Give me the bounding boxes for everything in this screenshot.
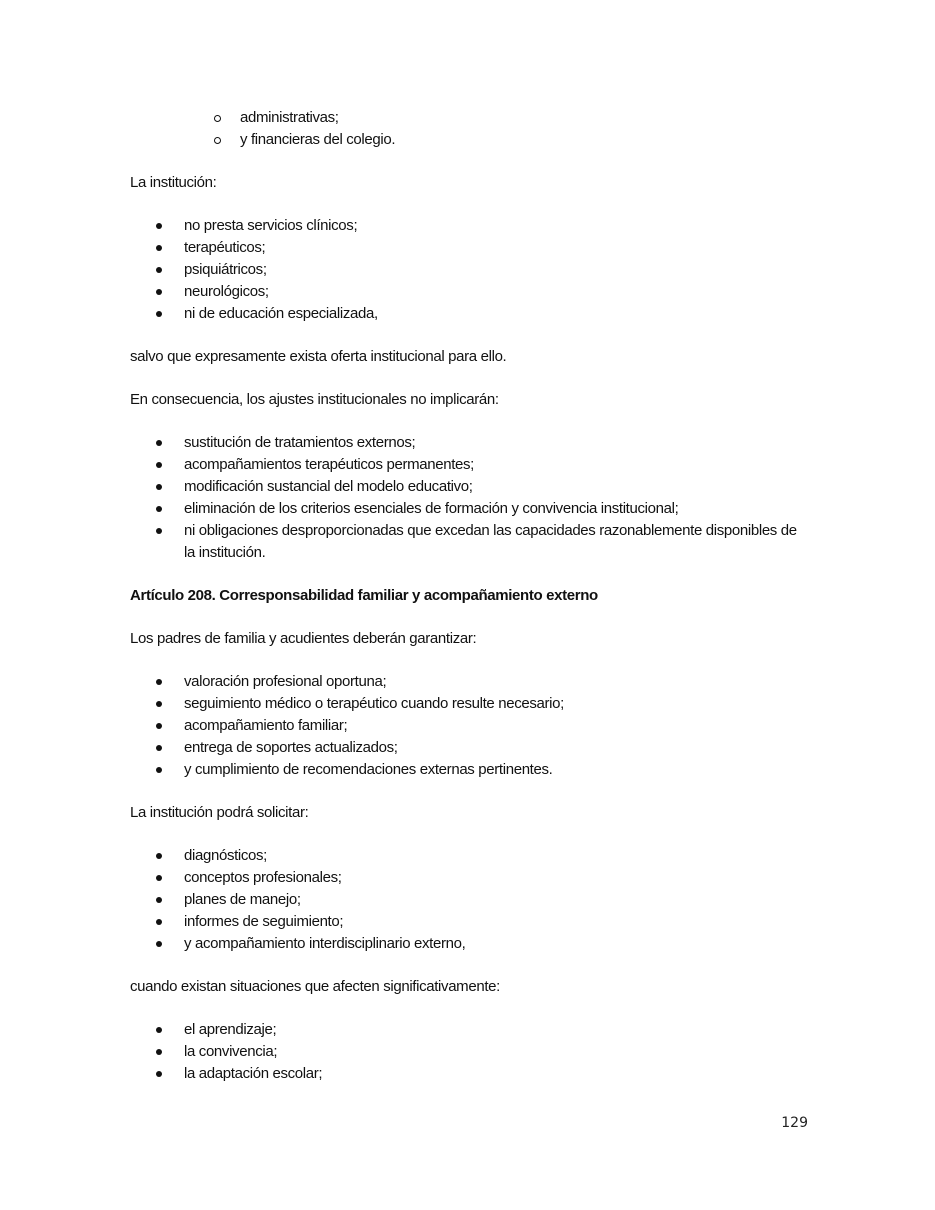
list-item: y acompañamiento interdisciplinario externo, <box>130 933 810 955</box>
bullet-icon <box>156 701 162 707</box>
paragraph: La institución podrá solicitar: <box>130 804 309 821</box>
sub-list <box>130 107 810 151</box>
bullet-icon <box>156 506 162 512</box>
list-item: acompañamientos terapéuticos permanentes; <box>130 454 810 476</box>
list-item: administrativas; <box>130 107 810 129</box>
bullet-icon <box>156 289 162 295</box>
document-body <box>130 107 810 1106</box>
list-item: ni obligaciones desproporcionadas que excedan las capacidades razonablemente disponibles de la institución. <box>130 520 810 564</box>
bullet-icon <box>156 1049 162 1055</box>
page-number: 129 <box>781 1115 808 1131</box>
paragraph: cuando existan situaciones que afecten significativamente: <box>130 978 500 995</box>
list-item: la adaptación escolar; <box>130 1063 810 1085</box>
bullet-icon <box>156 745 162 751</box>
list-item: terapéuticos; <box>130 237 810 259</box>
list-item: y financieras del colegio. <box>130 129 810 151</box>
hollow-bullet-icon <box>214 115 221 122</box>
bullet-icon <box>156 267 162 273</box>
list-item: neurológicos; <box>130 281 810 303</box>
bullet-icon <box>156 897 162 903</box>
list-item: ni de educación especializada, <box>130 303 810 325</box>
bullet-icon <box>156 311 162 317</box>
bullet-icon <box>156 919 162 925</box>
list-item: y cumplimiento de recomendaciones externas pertinentes. <box>130 759 810 781</box>
bullet-list <box>130 845 810 955</box>
bullet-icon <box>156 1027 162 1033</box>
list-item: no presta servicios clínicos; <box>130 215 810 237</box>
list-item: conceptos profesionales; <box>130 867 810 889</box>
paragraph: La institución: <box>130 174 217 191</box>
list-item: diagnósticos; <box>130 845 810 867</box>
paragraph: En consecuencia, los ajustes institucionales no implicarán: <box>130 391 499 408</box>
paragraph: salvo que expresamente exista oferta institucional para ello. <box>130 348 507 365</box>
bullet-icon <box>156 723 162 729</box>
list-item: eliminación de los criterios esenciales de formación y convivencia institucional; <box>130 498 810 520</box>
bullet-icon <box>156 528 162 534</box>
bullet-icon <box>156 440 162 446</box>
list-item: seguimiento médico o terapéutico cuando resulte necesario; <box>130 693 810 715</box>
bullet-icon <box>156 462 162 468</box>
list-item: acompañamiento familiar; <box>130 715 810 737</box>
list-item: entrega de soportes actualizados; <box>130 737 810 759</box>
list-item: planes de manejo; <box>130 889 810 911</box>
hollow-bullet-icon <box>214 137 221 144</box>
bullet-list <box>130 671 810 781</box>
article-heading: Artículo 208. Corresponsabilidad familiar y acompañamiento externo <box>130 587 598 604</box>
bullet-icon <box>156 767 162 773</box>
bullet-icon <box>156 484 162 490</box>
bullet-icon <box>156 853 162 859</box>
list-item: informes de seguimiento; <box>130 911 810 933</box>
bullet-icon <box>156 875 162 881</box>
list-item: valoración profesional oportuna; <box>130 671 810 693</box>
bullet-list <box>130 1019 810 1085</box>
bullet-icon <box>156 1071 162 1077</box>
bullet-icon <box>156 223 162 229</box>
bullet-list <box>130 215 810 325</box>
list-item: sustitución de tratamientos externos; <box>130 432 810 454</box>
list-item: el aprendizaje; <box>130 1019 810 1041</box>
paragraph: Los padres de familia y acudientes deberán garantizar: <box>130 630 477 647</box>
bullet-list <box>130 432 810 564</box>
bullet-icon <box>156 941 162 947</box>
bullet-icon <box>156 245 162 251</box>
bullet-icon <box>156 679 162 685</box>
list-item: psiquiátricos; <box>130 259 810 281</box>
list-item: la convivencia; <box>130 1041 810 1063</box>
list-item: modificación sustancial del modelo educativo; <box>130 476 810 498</box>
